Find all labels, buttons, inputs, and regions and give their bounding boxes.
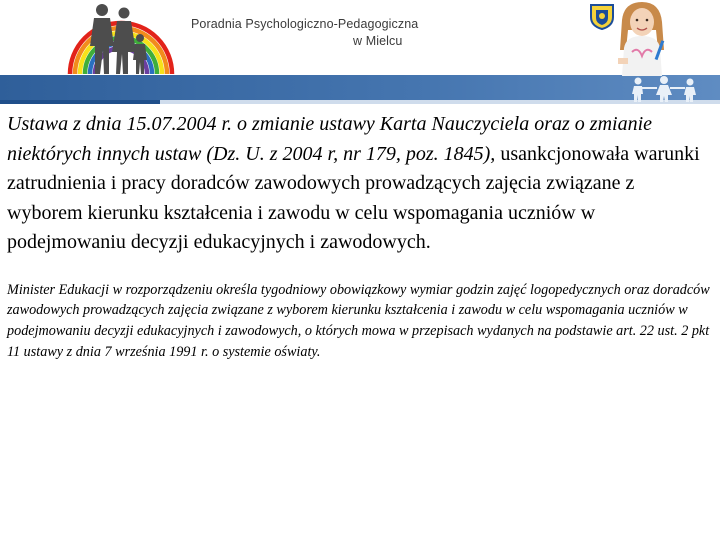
institution-title-line2: w Mielcu — [353, 34, 403, 48]
act-paragraph — [7, 110, 713, 258]
header-banner — [0, 0, 720, 104]
girl-with-pencil-photo — [612, 0, 670, 76]
minister-regulation-paragraph: Minister Edukacji w rozporządzeniu określa tygodniowy obowiązkowy wymiar godzin zajęć logopedycznych oraz doradców zawodowych prowadzących zajęcia związane z wyborem kierunku kształcenia i zawodu w celu wspomagania uczniów w podejmowaniu decyzji edukacyjnych i zawodowych, o których mowa w przepisach wydanych na podstawie art. 22 ust. 2 pkt 11 ustawy z dnia 7 września 1991 r. o systemie oświaty. — [7, 281, 710, 360]
institution-title-line1: Poradnia Psychologiczno-Pedagogiczna — [191, 17, 419, 31]
act-citation: Ustawa z dnia 15.07.2004 r. o zmianie ustawy Karta Nauczyciela oraz o zmianie niektórych innych ustaw (Dz. U. z 2004 r, nr 179, poz. 1845), — [7, 113, 653, 165]
children-holding-hands-icon — [620, 76, 710, 102]
institution-title — [191, 16, 431, 50]
slide-content — [7, 110, 713, 363]
act-description: usankcjonowała warunki zatrudnienia i pracy doradców zawodowych prowadzących zajęcia związane z wyborem kierunku kształcenia i zawodu w celu wspomagania uczniów w podejmowaniu decyzji edukacyjnych i zawodowych. — [7, 142, 700, 253]
rainbow-family-logo-icon — [62, 2, 180, 76]
